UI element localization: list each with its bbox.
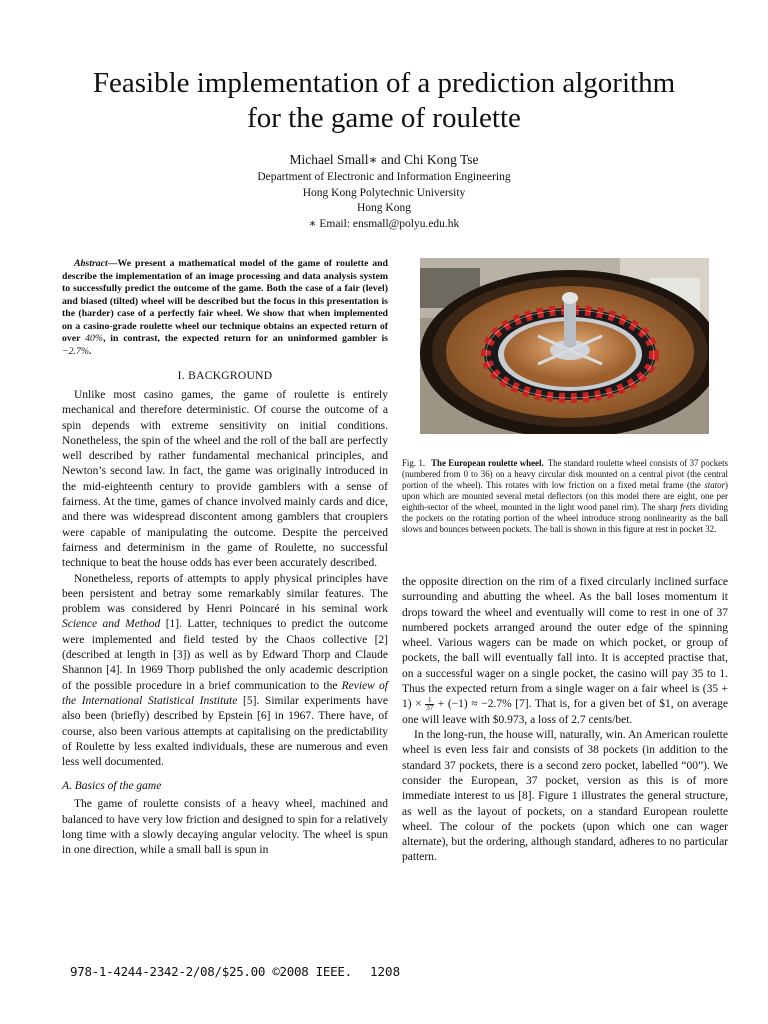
affiliation-university: Hong Kong Polytechnic University [302, 186, 466, 199]
right-p1-b: [7]. That is, for a given bet of $1, on average one will leave with $0.973, a loss of 2.7 cents/bet. [402, 698, 728, 726]
caption-frets: frets [680, 502, 696, 512]
title-line-1: Feasible implementation of a prediction algorithm [92, 67, 676, 99]
fraction-denominator: 37 [426, 704, 434, 713]
caption-part-a: The standard roulette wheel consists of 37 pockets (numbered from 0 to 36) on a heavy circular disk mounted on a central pivot (the central portion of the wheel). This rotates with low friction on a fixed metal frame (the [402, 458, 728, 490]
background-paragraph-1: Unlike most casino games, the game of roulette is entirely mechanical and therefore deterministic. Of course the outcome of a spin depends with extreme sensitivity on initial conditions. Nonetheless, the spin of the wheel and the roll of the ball are perfectly well described by rather fundamental mechanical principles, and Newton’s second law. In fact, the game was originally introduced in the mid-eighteenth century to provide gamblers with a sense of fairness. At the time, games of chance involved mainly cards and dice, and there was widespread discontent among gamblers that croupiers were capable of manipulating the outcome. Despite the perceived fairness and determinism in the game of Roulette, no successful technique to beat the house odds has ever been accurately described. [62, 389, 388, 570]
bg-p2-book-title: Science and Method [62, 618, 161, 631]
expected-return-math-2: + (−1) ≈ −2.7% [437, 698, 512, 711]
abstract-text-b: , in contrast, the expected return for an uninformed gambler is [103, 333, 388, 344]
left-column [62, 258, 388, 859]
bg-p2-a: Nonetheless, reports of attempts to apply physical principles have been persistent and betray some remarkably similar features. The problem was considered by Henri Poincaré in his seminal work [62, 572, 388, 616]
figure-caption [402, 458, 728, 535]
section-heading-background: I. BACKGROUND [177, 370, 273, 382]
abstract-value-a: 40% [85, 333, 104, 344]
authors: Michael Small∗ and Chi Kong Tse [289, 152, 479, 167]
bg-p2-e: [5]. Similar experiments have also been (briefly) described by Epstein [6] in 1967. There have, of course, also been various attempts at capitalising on the predictability of Roulette by less exalted individuals, these are numerous and even less well documented. [62, 694, 388, 769]
bg-p2-journal-title: Review of the International Statistical Institute [62, 679, 388, 707]
caption-stator: stator [704, 480, 726, 490]
roulette-wheel-illustration [420, 258, 709, 434]
fraction-numerator: 1 [425, 697, 434, 705]
basics-paragraph-1-continued [402, 575, 728, 728]
abstract-label: Abstract [74, 258, 108, 269]
background-paragraph-2 [62, 572, 388, 771]
figure-title: The European roulette wheel. [431, 458, 544, 468]
right-column [402, 258, 728, 866]
abstract-dash: — [107, 258, 118, 269]
roulette-wheel-photo [420, 258, 709, 434]
title-line-2: for the game of roulette [247, 102, 521, 134]
basics-paragraph-1: The game of roulette consists of a heavy wheel, machined and balanced to have very low friction and designed to spin for a relatively long time with a slowly decaying angular velocity. The wheel is spun in one direction, while a small ball is spun in [62, 798, 388, 857]
affiliation-email[interactable]: ∗ Email: ensmall@polyu.edu.hk [308, 217, 460, 230]
paper-title [40, 66, 728, 136]
figure-label: Fig. 1. [402, 458, 426, 468]
abstract-value-b: −2.7% [62, 345, 90, 357]
fraction-one-over-37 [425, 697, 434, 712]
expected-return-math-1: (35 + 1) × [402, 683, 728, 711]
abstract-text-a: We present a mathematical model of the game of roulette and describe the implementation of an image processing and data analysis system to successfully predict the outcome of the game. Both the case of a fair (level) and biased (tilted) wheel will be described but the focus in this presentation is the (harder) case of a perfectly fair wheel. We show that when implemented on a casino-grade roulette wheel our technique obtains an expected return of over [62, 258, 388, 344]
affiliation-department: Department of Electronic and Information Engineering [257, 171, 511, 183]
basics-paragraph-2: In the long-run, the house will, naturally, win. An American roulette wheel is even less fair and consists of 38 pockets (in addition to the standard 37 pockets, there is a second zero pocket, labelled “00”). We consider the European, 37 pocket, version as this is of more immediate interest to us [8]. Figure 1 illustrates the general structure, as well as the layout of pockets, on a standard European roulette wheel. The colour of the pockets (upon which one can wager alternate), but the ordering, although standard, adheres to no particular pattern. [402, 729, 728, 864]
abstract [62, 258, 388, 358]
right-p1-a: the opposite direction on the rim of a fixed circularly inclined surface surrounding and abutting the wheel. As the ball loses momentum it drops toward the wheel and eventually will come to rest in one of 37 numbered pockets arranged around the outer edge of the spinning wheel. Various wagers can be made on which pocket, or group of pockets, the ball will eventually fall into. It is accepted practise that, on a successful wager on a single pocket, the casino will pay 35 to 1. Thus the expected return from a single wager on a fair wheel is [402, 576, 728, 696]
subsection-heading-basics: A. Basics of the game [62, 780, 162, 793]
footer-isbn: 978-1-4244-2342-2/08/$25.00 ©2008 IEEE. [70, 964, 352, 979]
bg-p2-c: [1]. Latter, techniques to predict the outcome were implemented and field tested by the Chaos collective [2] (described at length in [3]) as well as by Edward Thorp and Claude Shannon [4]. In 1969 Thorp published the only academic description of the possible procedure in a brief communication to the [62, 618, 388, 692]
affiliation-city: Hong Kong [357, 202, 411, 214]
affiliation-block [140, 170, 628, 232]
caption-part-b: ) upon which are mounted several metal deflectors (on this model there are eight, one per eighth-sector of the wheel, mounted in the light wood panel rim). The sharp [402, 480, 728, 512]
abstract-text-c: . [89, 345, 92, 357]
right-body [402, 575, 728, 866]
caption-part-c: dividing the pockets on the rotating portion of the wheel introduce strong nonlinearity as the ball slows and bounces between pockets. The ball is shown in this figure at rest in pocket 32. [402, 502, 728, 534]
footer-page-number: 1208 [370, 964, 401, 979]
